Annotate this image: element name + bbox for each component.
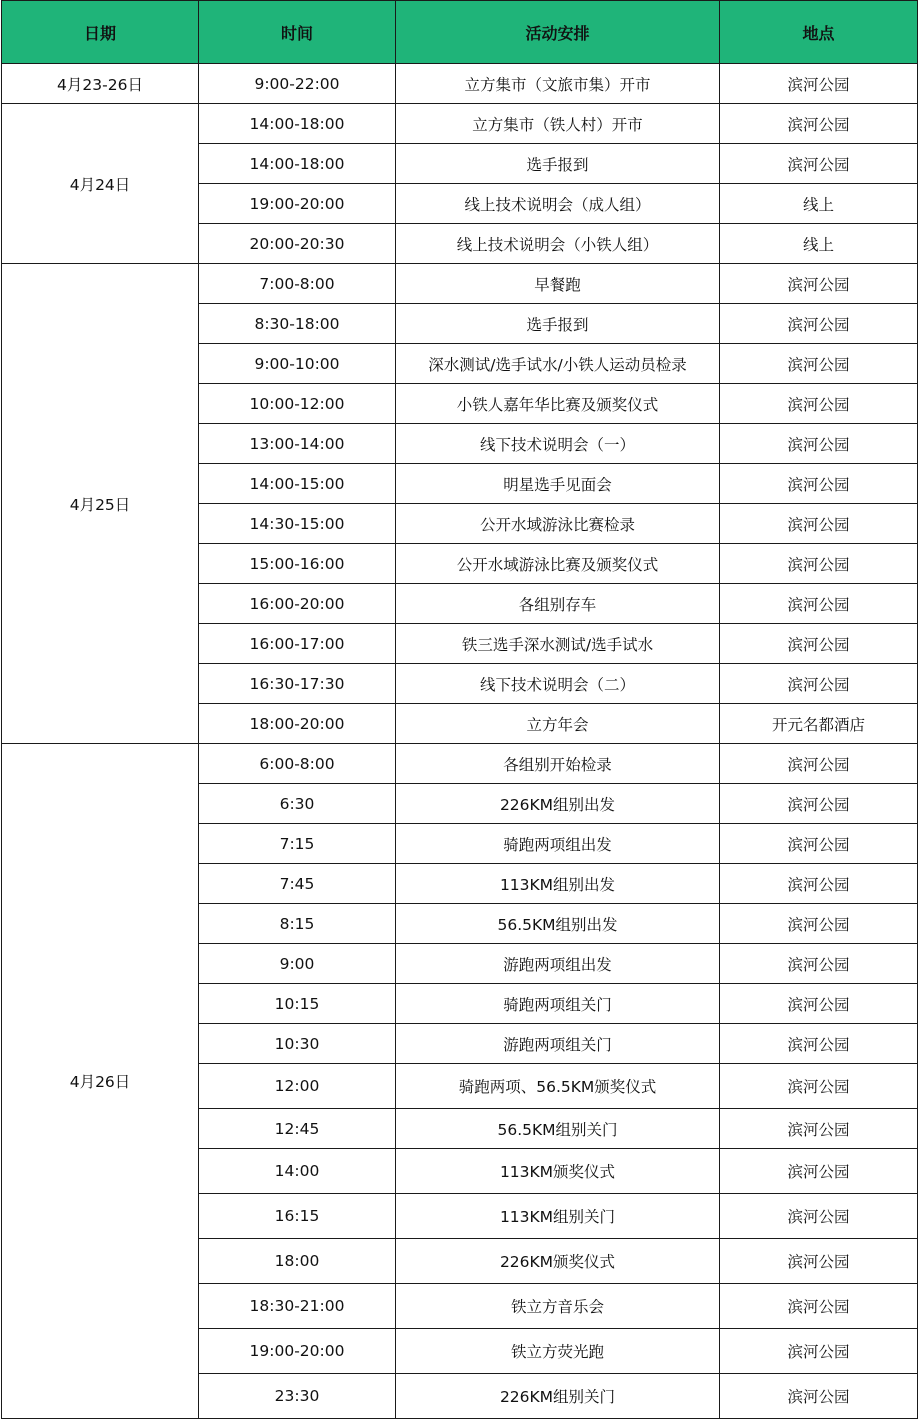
header-activity: 活动安排 [396,1,720,64]
activity-cell: 早餐跑 [396,264,720,304]
time-cell: 16:00-17:00 [199,624,396,664]
location-cell: 滨河公园 [720,944,918,984]
location-cell: 滨河公园 [720,304,918,344]
location-cell: 滨河公园 [720,424,918,464]
activity-cell: 各组别开始检录 [396,744,720,784]
date-cell: 4月25日 [2,264,199,744]
time-cell: 13:00-14:00 [199,424,396,464]
activity-cell: 226KM颁奖仪式 [396,1239,720,1284]
activity-cell: 明星选手见面会 [396,464,720,504]
activity-cell: 铁三选手深水测试/选手试水 [396,624,720,664]
time-cell: 9:00-10:00 [199,344,396,384]
activity-cell: 113KM组别出发 [396,864,720,904]
activity-cell: 线下技术说明会（二） [396,664,720,704]
location-cell: 滨河公园 [720,864,918,904]
location-cell: 滨河公园 [720,664,918,704]
location-cell: 滨河公园 [720,1149,918,1194]
activity-cell: 深水测试/选手试水/小铁人运动员检录 [396,344,720,384]
time-cell: 7:45 [199,864,396,904]
location-cell: 滨河公园 [720,1194,918,1239]
time-cell: 14:00 [199,1149,396,1194]
location-cell: 滨河公园 [720,1064,918,1109]
schedule-body [2,64,918,1419]
location-cell: 滨河公园 [720,144,918,184]
header-date: 日期 [2,1,199,64]
activity-cell: 113KM颁奖仪式 [396,1149,720,1194]
location-cell: 滨河公园 [720,1329,918,1374]
time-cell: 15:00-16:00 [199,544,396,584]
activity-cell: 公开水域游泳比赛及颁奖仪式 [396,544,720,584]
activity-cell: 56.5KM组别关门 [396,1109,720,1149]
location-cell: 滨河公园 [720,384,918,424]
time-cell: 12:00 [199,1064,396,1109]
activity-cell: 各组别存车 [396,584,720,624]
activity-cell: 线上技术说明会（成人组） [396,184,720,224]
location-cell: 线上 [720,224,918,264]
time-cell: 10:00-12:00 [199,384,396,424]
time-cell: 10:15 [199,984,396,1024]
time-cell: 14:00-18:00 [199,104,396,144]
date-cell: 4月24日 [2,104,199,264]
time-cell: 6:00-8:00 [199,744,396,784]
time-cell: 7:15 [199,824,396,864]
activity-cell: 线下技术说明会（一） [396,424,720,464]
location-cell: 滨河公园 [720,1239,918,1284]
location-cell: 滨河公园 [720,1374,918,1419]
time-cell: 9:00 [199,944,396,984]
location-cell: 开元名都酒店 [720,704,918,744]
time-cell: 9:00-22:00 [199,64,396,104]
time-cell: 16:15 [199,1194,396,1239]
location-cell: 滨河公园 [720,1109,918,1149]
activity-cell: 小铁人嘉年华比赛及颁奖仪式 [396,384,720,424]
activity-cell: 立方年会 [396,704,720,744]
time-cell: 8:30-18:00 [199,304,396,344]
time-cell: 14:30-15:00 [199,504,396,544]
time-cell: 20:00-20:30 [199,224,396,264]
table-row [2,64,918,104]
location-cell: 滨河公园 [720,904,918,944]
activity-cell: 游跑两项组关门 [396,1024,720,1064]
location-cell: 滨河公园 [720,824,918,864]
activity-cell: 56.5KM组别出发 [396,904,720,944]
activity-cell: 线上技术说明会（小铁人组） [396,224,720,264]
activity-cell: 113KM组别关门 [396,1194,720,1239]
time-cell: 23:30 [199,1374,396,1419]
location-cell: 滨河公园 [720,344,918,384]
time-cell: 19:00-20:00 [199,184,396,224]
time-cell: 10:30 [199,1024,396,1064]
location-cell: 线上 [720,184,918,224]
time-cell: 14:00-18:00 [199,144,396,184]
time-cell: 18:30-21:00 [199,1284,396,1329]
location-cell: 滨河公园 [720,264,918,304]
time-cell: 14:00-15:00 [199,464,396,504]
location-cell: 滨河公园 [720,504,918,544]
activity-cell: 立方集市（文旅市集）开市 [396,64,720,104]
time-cell: 18:00 [199,1239,396,1284]
time-cell: 16:00-20:00 [199,584,396,624]
location-cell: 滨河公园 [720,104,918,144]
location-cell: 滨河公园 [720,784,918,824]
time-cell: 19:00-20:00 [199,1329,396,1374]
time-cell: 7:00-8:00 [199,264,396,304]
location-cell: 滨河公园 [720,64,918,104]
activity-cell: 骑跑两项、56.5KM颁奖仪式 [396,1064,720,1109]
location-cell: 滨河公园 [720,1024,918,1064]
activity-cell: 骑跑两项组出发 [396,824,720,864]
time-cell: 8:15 [199,904,396,944]
time-cell: 12:45 [199,1109,396,1149]
date-cell: 4月26日 [2,744,199,1419]
activity-cell: 铁立方荧光跑 [396,1329,720,1374]
time-cell: 6:30 [199,784,396,824]
location-cell: 滨河公园 [720,464,918,504]
location-cell: 滨河公园 [720,744,918,784]
time-cell: 18:00-20:00 [199,704,396,744]
schedule-table [1,0,918,1419]
activity-cell: 铁立方音乐会 [396,1284,720,1329]
header-row [2,1,918,64]
location-cell: 滨河公园 [720,584,918,624]
activity-cell: 226KM组别关门 [396,1374,720,1419]
table-row [2,744,918,784]
date-cell: 4月23-26日 [2,64,199,104]
header-time: 时间 [199,1,396,64]
activity-cell: 226KM组别出发 [396,784,720,824]
time-cell: 16:30-17:30 [199,664,396,704]
activity-cell: 选手报到 [396,304,720,344]
location-cell: 滨河公园 [720,624,918,664]
location-cell: 滨河公园 [720,1284,918,1329]
location-cell: 滨河公园 [720,544,918,584]
table-row [2,104,918,144]
activity-cell: 选手报到 [396,144,720,184]
header-location: 地点 [720,1,918,64]
activity-cell: 立方集市（铁人村）开市 [396,104,720,144]
table-row [2,264,918,304]
location-cell: 滨河公园 [720,984,918,1024]
activity-cell: 游跑两项组出发 [396,944,720,984]
activity-cell: 骑跑两项组关门 [396,984,720,1024]
activity-cell: 公开水域游泳比赛检录 [396,504,720,544]
